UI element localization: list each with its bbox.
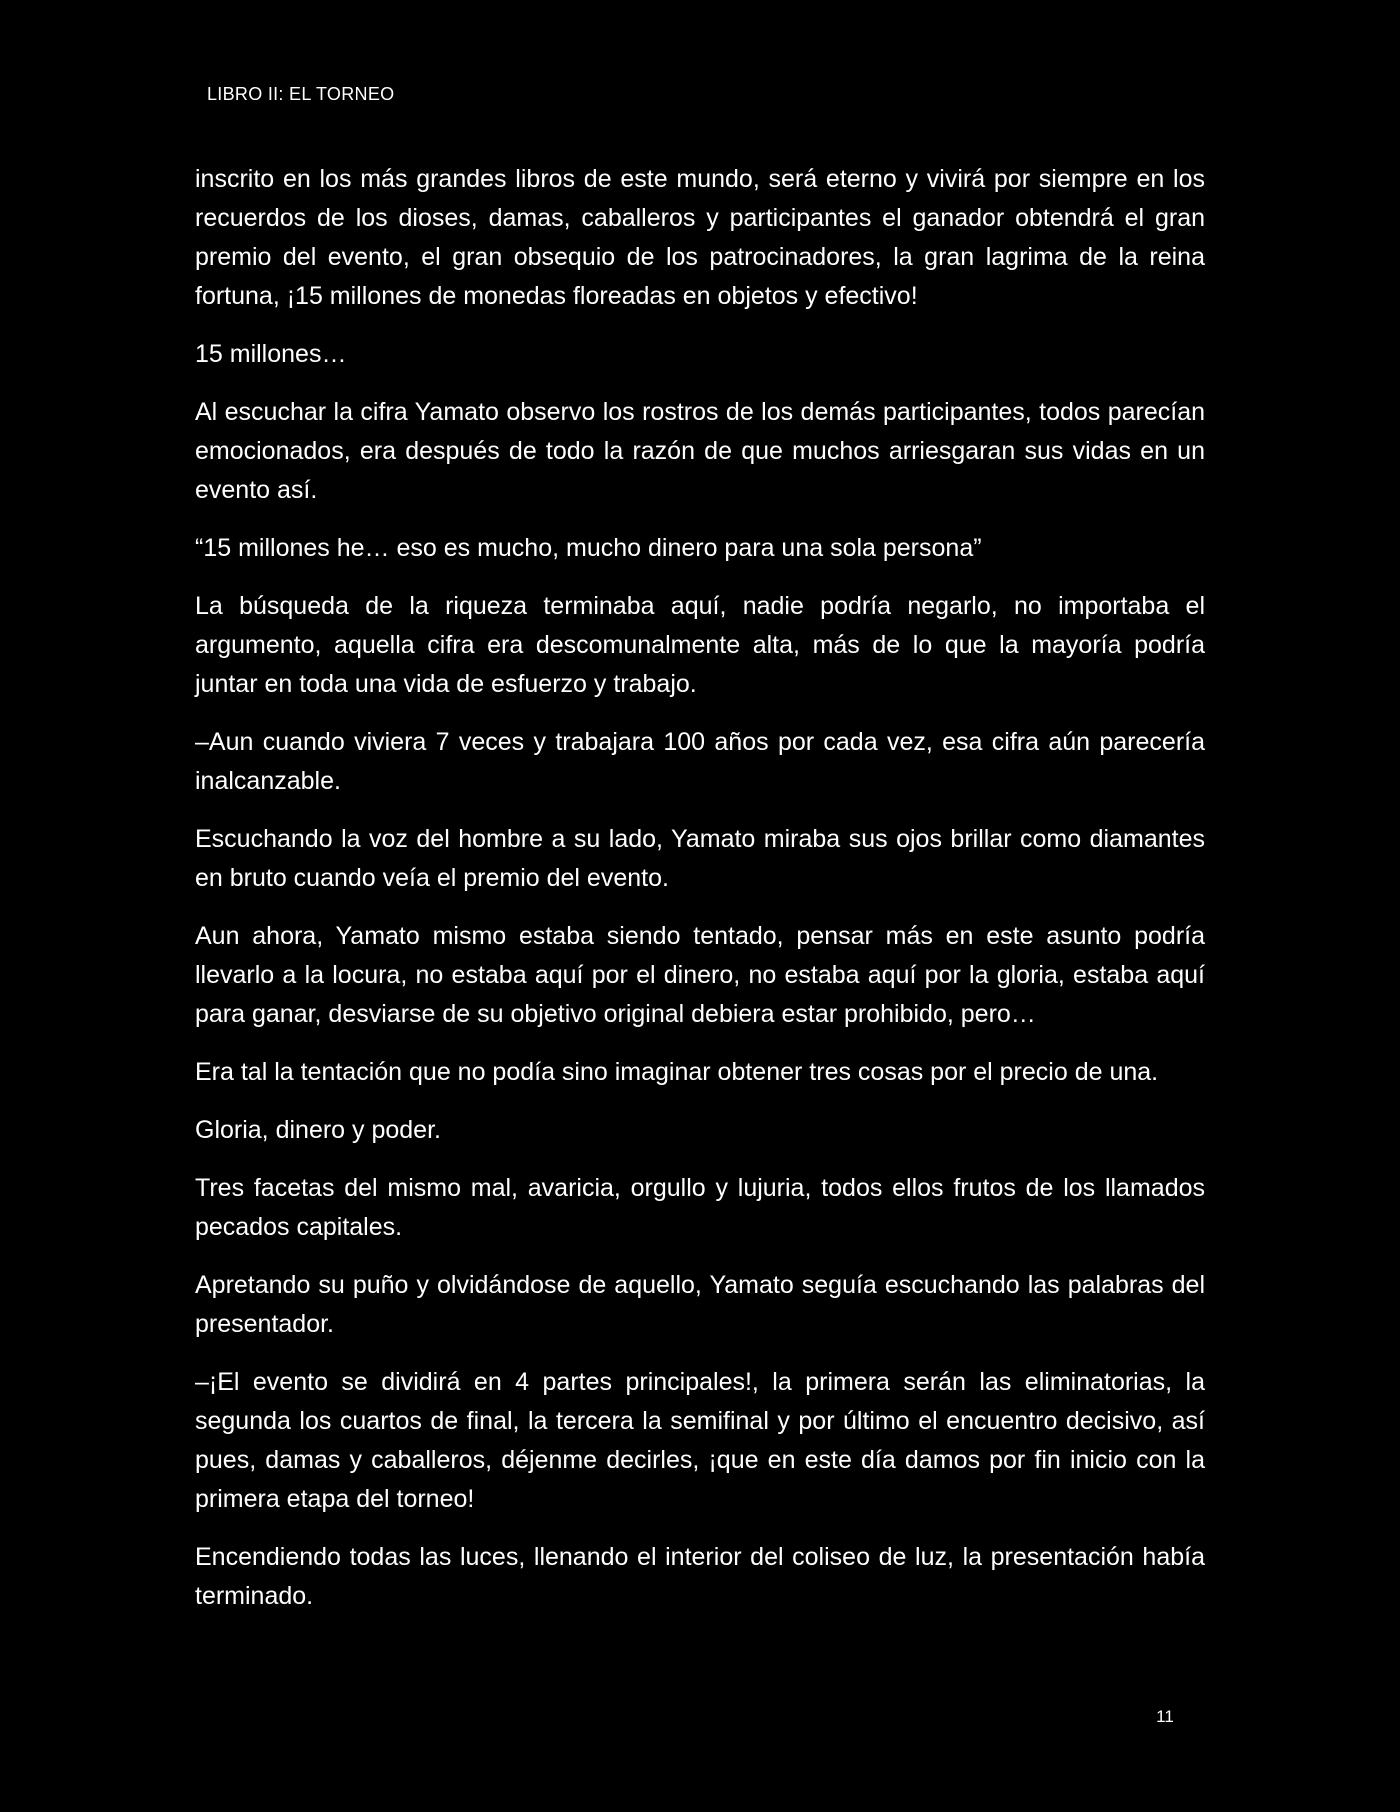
paragraph: Al escuchar la cifra Yamato observo los rostros de los demás participantes, todos parecían emocionados, era después de todo la razón de que muchos arriesgaran sus vidas en un evento así. xyxy=(195,398,1205,504)
paragraph: Apretando su puño y olvidándose de aquello, Yamato seguía escuchando las palabras del presentador. xyxy=(195,1271,1205,1338)
paragraph: La búsqueda de la riqueza terminaba aquí, nadie podría negarlo, no importaba el argumento, aquella cifra era descomunalmente alta, más de lo que la mayoría podría juntar en toda una vida de esfuerzo y trabajo. xyxy=(195,592,1205,698)
paragraph: 15 millones… xyxy=(195,340,347,368)
paragraph: Encendiendo todas las luces, llenando el interior del coliseo de luz, la presentación había terminado. xyxy=(195,1543,1205,1610)
paragraph: Era tal la tentación que no podía sino imaginar obtener tres cosas por el precio de una. xyxy=(195,1058,1159,1086)
body-text xyxy=(195,160,1205,1635)
paragraph: Escuchando la voz del hombre a su lado, Yamato miraba sus ojos brillar como diamantes en bruto cuando veía el premio del evento. xyxy=(195,825,1205,892)
paragraph: inscrito en los más grandes libros de este mundo, será eterno y vivirá por siempre en los recuerdos de los dioses, damas, caballeros y participantes el ganador obtendrá el gran premio del evento, el gran obsequio de los patrocinadores, la gran lagrima de la reina fortuna, ¡15 millones de monedas floreadas en objetos y efectivo! xyxy=(195,165,1205,310)
page-number: 11 xyxy=(1156,1707,1174,1726)
paragraph: –¡El evento se dividirá en 4 partes principales!, la primera serán las eliminatorias, la segunda los cuartos de final, la tercera la semifinal y por último el encuentro decisivo, así pues, damas y caballeros, déjenme decirles, ¡que en este día damos por fin inicio con la primera etapa del torneo! xyxy=(195,1368,1205,1513)
running-header: LIBRO II: EL TORNEO xyxy=(207,84,395,104)
paragraph: –Aun cuando viviera 7 veces y trabajara 100 años por cada vez, esa cifra aún parecería inalcanzable. xyxy=(195,728,1205,795)
paragraph: Tres facetas del mismo mal, avaricia, orgullo y lujuria, todos ellos frutos de los llamados pecados capitales. xyxy=(195,1174,1205,1241)
paragraph: Gloria, dinero y poder. xyxy=(195,1116,441,1144)
paragraph: “15 millones he… eso es mucho, mucho dinero para una sola persona” xyxy=(195,534,982,562)
paragraph: Aun ahora, Yamato mismo estaba siendo tentado, pensar más en este asunto podría llevarlo a la locura, no estaba aquí por el dinero, no estaba aquí por la gloria, estaba aquí para ganar, desviarse de su objetivo original debiera estar prohibido, pero… xyxy=(195,922,1205,1028)
